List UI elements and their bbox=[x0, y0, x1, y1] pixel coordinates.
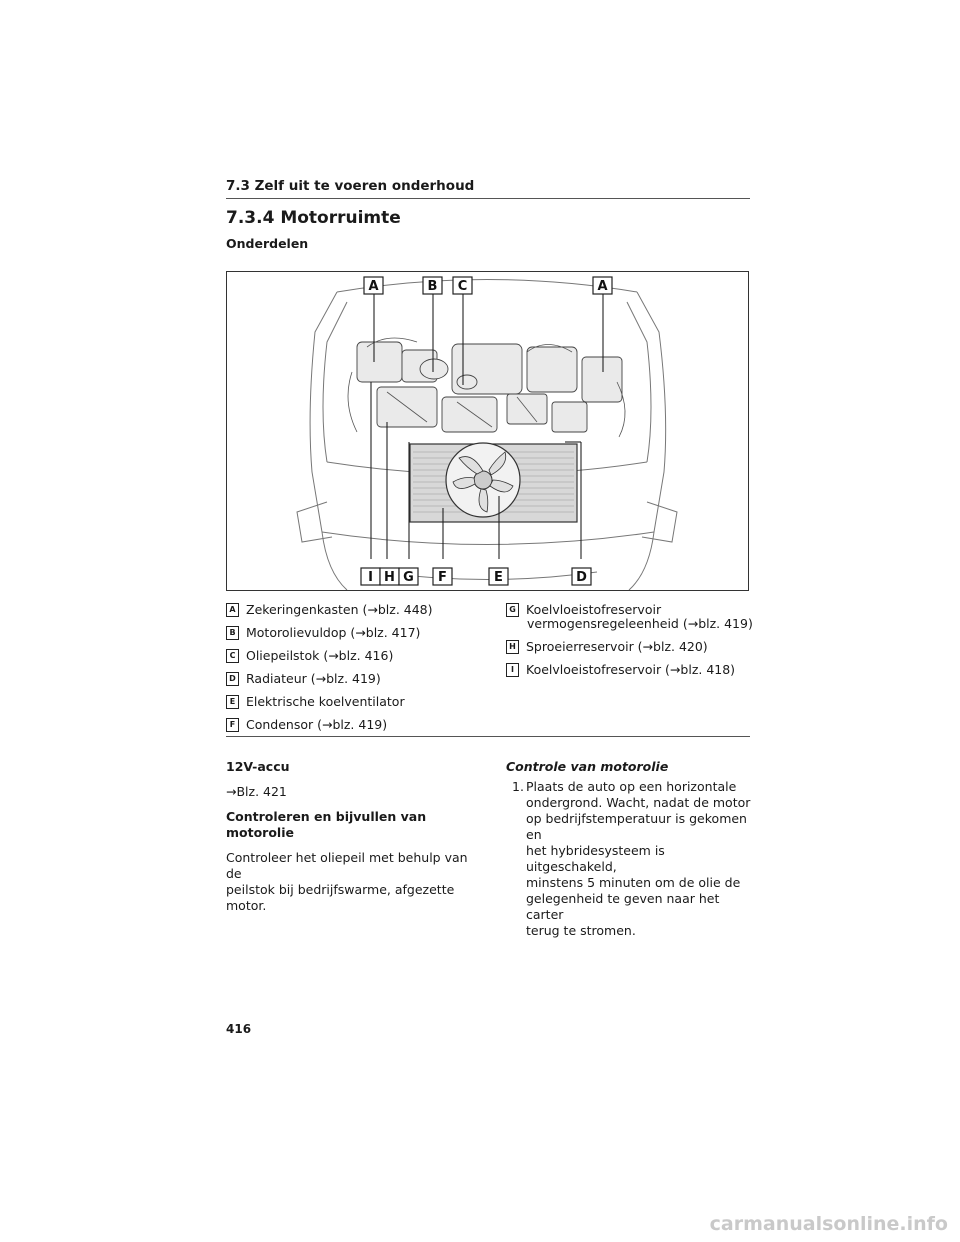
callout-e bbox=[489, 568, 508, 585]
step-number: 1. bbox=[512, 779, 524, 794]
callout-b bbox=[423, 277, 442, 294]
heading-oil-control: Controle van motorolie bbox=[506, 759, 669, 774]
legend-item-g: G Koelvloeistofreservoir vermogensregeleenheid (→blz. 419) bbox=[506, 603, 753, 631]
callout-a-left bbox=[364, 277, 383, 294]
legend-item-d: D Radiateur (→blz. 419) bbox=[226, 672, 381, 686]
svg-text:D: D bbox=[576, 570, 587, 585]
legend-item-c: C Oliepeilstok (→blz. 416) bbox=[226, 649, 393, 663]
oil-check-body-line-1: Controleer het oliepeil met behulp van de bbox=[226, 850, 468, 881]
callout-c bbox=[453, 277, 472, 294]
section-heading: 7.3 Zelf uit te voeren onderhoud bbox=[226, 178, 750, 199]
svg-text:I: I bbox=[368, 570, 373, 585]
callout-g bbox=[399, 568, 418, 585]
legend-item-b: B Motorolievuldop (→blz. 417) bbox=[226, 626, 420, 640]
engine-bay-drawing bbox=[227, 272, 749, 591]
callout-a-right bbox=[593, 277, 612, 294]
svg-text:G: G bbox=[403, 570, 414, 585]
legend-item-i: I Koelvloeistofreservoir (→blz. 418) bbox=[506, 663, 735, 677]
right-column bbox=[506, 759, 756, 939]
divider bbox=[226, 736, 750, 737]
left-column bbox=[226, 759, 476, 914]
legend-item-f: F Condensor (→blz. 419) bbox=[226, 718, 387, 732]
page-number: 416 bbox=[226, 1022, 252, 1036]
heading-12v-battery: 12V-accu bbox=[226, 759, 290, 774]
legend-item-e: E Elektrische koelventilator bbox=[226, 695, 405, 709]
legend-item-a: A Zekeringenkasten (→blz. 448) bbox=[226, 603, 433, 617]
svg-text:B: B bbox=[427, 279, 438, 294]
battery-reference: →Blz. 421 bbox=[226, 784, 287, 799]
callout-h bbox=[380, 568, 399, 585]
step-1: 1. Plaats de auto op een horizontale ondergrond. Wacht, nadat de motor op bedrijfstemperatuur is gekomen en het hybridesysteem is uitgeschakeld, minstens 5 minuten om de olie de gelegenheid te geven naar het carter terug te stromen. bbox=[512, 779, 751, 938]
svg-text:A: A bbox=[368, 279, 379, 294]
watermark: carmanualsonline.info bbox=[709, 1213, 948, 1235]
heading-oil-check: Controleren en bijvullen van motorolie bbox=[226, 809, 427, 840]
callout-d bbox=[572, 568, 591, 585]
svg-text:C: C bbox=[457, 279, 468, 294]
legend-item-h: H Sproeierreservoir (→blz. 420) bbox=[506, 640, 708, 654]
oil-check-body-line-3: motor. bbox=[226, 898, 267, 913]
svg-text:H: H bbox=[384, 570, 395, 585]
callout-f bbox=[433, 568, 452, 585]
svg-text:F: F bbox=[438, 570, 447, 585]
engine-bay-illustration bbox=[226, 271, 749, 591]
svg-text:A: A bbox=[597, 279, 608, 294]
page-title: 7.3.4 Motorruimte bbox=[226, 208, 401, 228]
svg-text:E: E bbox=[494, 570, 503, 585]
subtitle: Onderdelen bbox=[226, 236, 309, 251]
oil-check-body-line-2: peilstok bij bedrijfswarme, afgezette bbox=[226, 882, 455, 897]
callout-i bbox=[361, 568, 380, 585]
